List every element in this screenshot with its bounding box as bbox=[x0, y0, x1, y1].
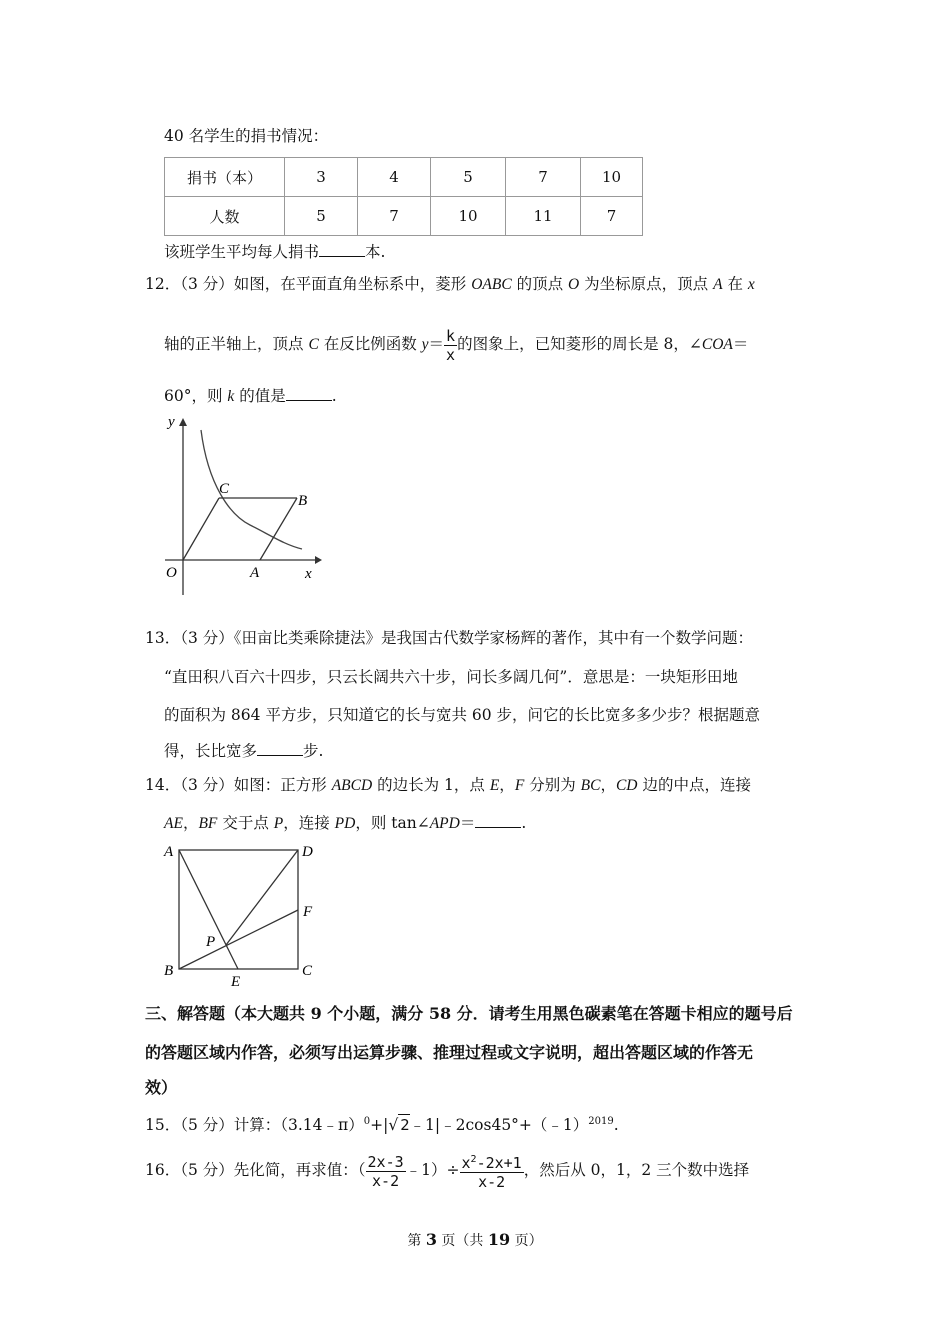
q12-text: 的图象上，已知菱形的周长是 8，∠ bbox=[457, 335, 702, 353]
answer-blank bbox=[475, 813, 521, 828]
fraction-denominator: x bbox=[446, 345, 456, 364]
q14-var: E bbox=[489, 777, 500, 794]
q12-var: k bbox=[227, 388, 235, 405]
q14-var: F bbox=[514, 777, 525, 794]
q13-line4 bbox=[164, 741, 323, 761]
fraction-denominator: x-2 bbox=[478, 1173, 506, 1191]
q14-text: . bbox=[521, 814, 527, 832]
table-cell: 人数 bbox=[165, 197, 285, 236]
q15-line bbox=[145, 1112, 619, 1135]
q13-line2: “直田积八百六十四步，只云长阔共六十步，问长多阔几何”．意思是：一块矩形田地 bbox=[164, 668, 738, 686]
q12-var: x bbox=[747, 276, 755, 293]
q14-text: ， bbox=[182, 814, 199, 832]
answer-blank bbox=[319, 242, 365, 257]
label-p: P bbox=[206, 934, 216, 950]
q12-var: O bbox=[568, 276, 580, 293]
q13-text: 得，长比宽多 bbox=[164, 742, 258, 760]
q14-text: 交于点 bbox=[217, 814, 274, 832]
label-b: B bbox=[164, 963, 174, 979]
table-cell: 11 bbox=[506, 197, 581, 236]
q14-var: P bbox=[273, 815, 284, 832]
x-axis-arrow bbox=[315, 556, 322, 564]
table-cell: 捐书（本） bbox=[165, 158, 285, 197]
q14-text: 14．（3 分）如图：正方形 bbox=[145, 776, 332, 794]
label-c: C bbox=[219, 481, 230, 497]
fraction-1 bbox=[366, 1153, 406, 1190]
table-cell: 7 bbox=[358, 197, 431, 236]
table-cell: 7 bbox=[506, 158, 581, 197]
label-y: y bbox=[168, 414, 175, 430]
q12-text: 轴的正半轴上，顶点 bbox=[164, 335, 309, 353]
table-cell: 5 bbox=[285, 197, 358, 236]
rhombus-coordinate-figure bbox=[160, 410, 330, 600]
q16-text: ﹣1）÷ bbox=[405, 1161, 460, 1179]
q15-text: +| bbox=[370, 1116, 389, 1135]
q14-var: PD bbox=[334, 815, 356, 832]
q14-var: APD bbox=[429, 815, 460, 832]
fraction-numerator: k bbox=[446, 326, 456, 345]
q13-line3: 的面积为 864 平方步，只知道它的长与宽共 60 步，问它的长比宽多多少步？根据题意 bbox=[164, 706, 761, 724]
q12-text: ＝ bbox=[428, 335, 445, 353]
answer-blank bbox=[257, 741, 303, 756]
q16-exponent: 2 bbox=[470, 1154, 477, 1165]
label-d: D bbox=[302, 844, 313, 860]
q14-text: 分别为 bbox=[524, 776, 581, 794]
q16-line bbox=[145, 1150, 749, 1191]
q12-text: 的顶点 bbox=[511, 275, 569, 293]
q14-text: 的边长为 1，点 bbox=[372, 776, 490, 794]
q12-var: y bbox=[421, 336, 429, 353]
q13-line1: 13．（3 分）《田亩比类乘除捷法》是我国古代数学家杨辉的著作，其中有一个数学问题： bbox=[145, 629, 754, 647]
q16-text: ，然后从 0，1，2 三个数中选择 bbox=[523, 1161, 750, 1179]
sqrt-icon: √ bbox=[388, 1116, 399, 1135]
q12-var: COA bbox=[701, 336, 733, 353]
q12-text: ＝ bbox=[732, 335, 749, 353]
q12-line1 bbox=[145, 274, 755, 295]
label-o: O bbox=[166, 565, 177, 581]
q11-intro: 40 名学生的捐书情况： bbox=[164, 127, 329, 145]
label-b: B bbox=[298, 493, 308, 509]
fraction-k-over-x bbox=[444, 327, 457, 364]
q15-exponent: 0 bbox=[363, 1116, 371, 1127]
label-a: A bbox=[164, 844, 174, 860]
page-total: 19 bbox=[487, 1230, 511, 1249]
q14-text: ， bbox=[499, 776, 515, 794]
q15-text: ﹣1|﹣2cos45°+（﹣1） bbox=[409, 1116, 589, 1135]
label-e: E bbox=[231, 974, 241, 990]
segment-pd bbox=[226, 850, 298, 945]
label-a: A bbox=[250, 565, 260, 581]
rhombus-side-ba bbox=[260, 498, 297, 560]
q12-text: 在反比例函数 bbox=[318, 335, 422, 353]
q12-line3 bbox=[164, 386, 337, 407]
q15-exponent: 2019 bbox=[588, 1116, 614, 1127]
fraction-2 bbox=[460, 1151, 524, 1191]
table-cell: 7 bbox=[581, 197, 643, 236]
q14-var: BF bbox=[198, 815, 218, 832]
fraction-numerator bbox=[460, 1151, 524, 1173]
q12-text: 60°，则 bbox=[164, 387, 228, 405]
q15-text: . bbox=[613, 1116, 619, 1135]
y-axis-arrow bbox=[179, 418, 187, 426]
q12-text: . bbox=[331, 387, 337, 405]
q12-text: 12．（3 分）如图，在平面直角坐标系中，菱形 bbox=[145, 275, 472, 293]
q12-line2 bbox=[164, 326, 748, 364]
q14-var: CD bbox=[615, 777, 638, 794]
footer-text: 页） bbox=[510, 1233, 543, 1249]
table-cell: 4 bbox=[358, 158, 431, 197]
q12-var: C bbox=[308, 336, 319, 353]
fraction-numerator: 2x-3 bbox=[367, 1152, 404, 1171]
segment-ae bbox=[179, 850, 238, 969]
table-row bbox=[165, 197, 643, 236]
page-number: 3 bbox=[425, 1230, 437, 1249]
page-footer bbox=[0, 1230, 950, 1251]
q16-term: x bbox=[461, 1154, 471, 1172]
section3-line2: 的答题区域内作答，必须写出运算步骤、推理过程或文字说明，超出答题区域的作答无 bbox=[145, 1043, 754, 1062]
q12-text: 在 bbox=[722, 275, 748, 293]
label-x: x bbox=[305, 566, 312, 582]
q14-line1 bbox=[145, 775, 751, 796]
answer-blank bbox=[286, 386, 332, 401]
q14-text: ＝ bbox=[459, 814, 476, 832]
q15-text: 15．（5 分）计算：（3.14﹣π） bbox=[145, 1116, 364, 1135]
footer-text: 页（共 bbox=[436, 1233, 488, 1249]
section3-line3: 效） bbox=[145, 1078, 178, 1097]
q14-line2 bbox=[164, 813, 526, 834]
q14-text: ，连接 bbox=[283, 814, 335, 832]
table-cell: 3 bbox=[285, 158, 358, 197]
label-c: C bbox=[302, 963, 313, 979]
footer-text: 第 bbox=[407, 1233, 426, 1249]
hyperbola-curve bbox=[201, 430, 302, 549]
q11-text: 该班学生平均每人捐书 bbox=[164, 243, 320, 261]
square-abcd bbox=[179, 850, 298, 969]
segment-bf bbox=[179, 910, 298, 969]
table-cell: 5 bbox=[431, 158, 506, 197]
q14-text: 边的中点，连接 bbox=[637, 776, 751, 794]
q12-text: 为坐标原点，顶点 bbox=[579, 275, 714, 293]
section3-line1: 三、解答题（本大题共 9 个小题，满分 58 分．请考生用黑色碳素笔在答题卡相应的题号后 bbox=[145, 1004, 793, 1023]
donation-table bbox=[164, 157, 643, 236]
table-row bbox=[165, 158, 643, 197]
label-f: F bbox=[303, 904, 313, 920]
q16-term: -2x+1 bbox=[476, 1154, 522, 1172]
q14-var: AE bbox=[164, 815, 183, 832]
square-figure bbox=[160, 838, 330, 993]
fraction-denominator: x-2 bbox=[372, 1171, 400, 1190]
q13-text: 步. bbox=[303, 742, 324, 760]
q12-var: OABC bbox=[471, 276, 512, 293]
q11-text-end: 本. bbox=[365, 243, 386, 261]
table-cell: 10 bbox=[431, 197, 506, 236]
q14-text: ， bbox=[600, 776, 616, 794]
q15-radicand: 2 bbox=[400, 1116, 410, 1135]
q16-text: 16．（5 分）先化简，再求值：（ bbox=[145, 1161, 366, 1179]
q12-text: 的值是 bbox=[234, 387, 286, 405]
q14-text: ，则 tan∠ bbox=[355, 814, 430, 832]
q14-var: ABCD bbox=[331, 777, 373, 794]
q12-var: A bbox=[713, 276, 723, 293]
q14-var: BC bbox=[580, 777, 601, 794]
q11-question bbox=[164, 242, 385, 262]
table-cell: 10 bbox=[581, 158, 643, 197]
rhombus-side-oc bbox=[183, 498, 219, 560]
